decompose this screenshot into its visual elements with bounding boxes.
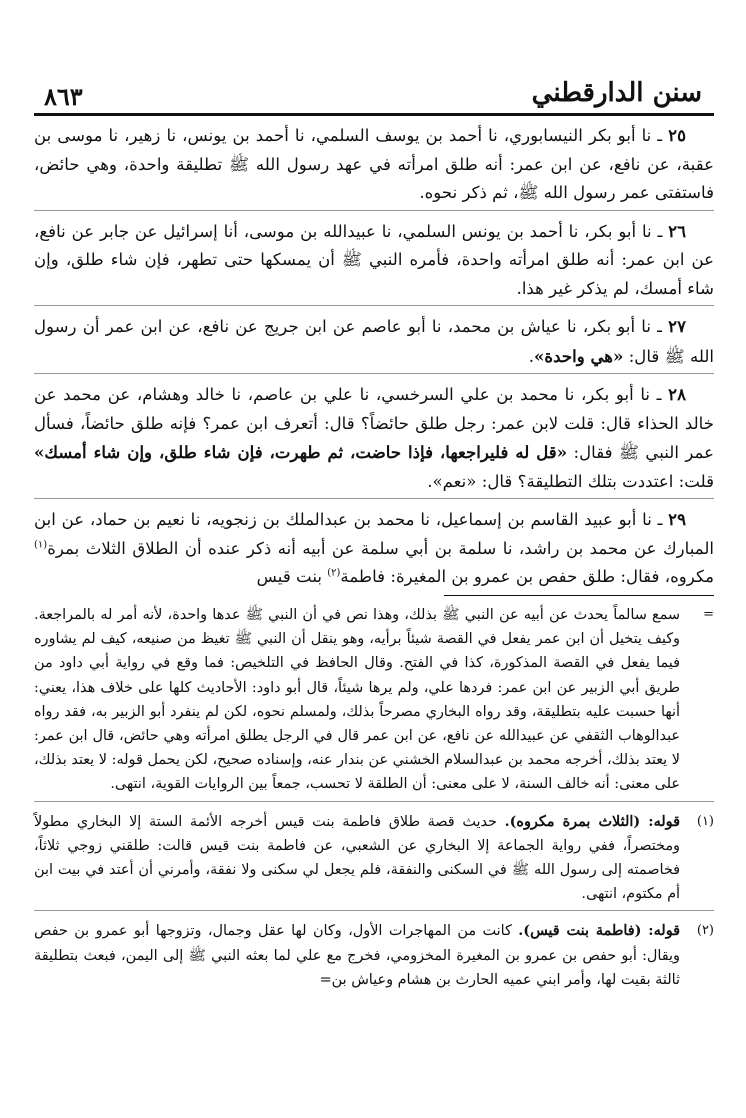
footnote-label: قوله: (فاطمة بنت قيس).	[518, 922, 681, 940]
footnote-2	[34, 919, 714, 992]
hadith-26	[34, 217, 714, 307]
footnote-text: حديث قصة طلاق فاطمة بنت قيس أخرجه الأئمة الستة إلا البخاري مطولاً ومختصراً، ففي رواية الجماعة إلا البخاري عن الشعبي، عن فاطمة بنت قيس قالت: طلقني زوجي ثلاثاً، فخاصمته إلى رسول الله ﷺ في السكنى والنفقة، فلم يجعل لي سكنى ولا نفقة، وأمرني أن أعتد في بيت ابن أم مكتوم، انتهى.	[34, 813, 680, 903]
page-number: ٨٦٣	[44, 82, 83, 111]
footnote-text: سمع سالماً يحدث عن أبيه عن النبي ﷺ بذلك، وهذا نص في أن النبي ﷺ عدها واحدة، لأنه أمر له بالمراجعة. وكيف يتخيل أن ابن عمر يفعل في القصة شيئاً برأيه، وهو ينقل أن النبي ﷺ تغيظ من صنيعه، كيف لم يشاوره فيما يفعل في القصة المذكورة، كذا في الفتح. وقال الحافظ في التلخيص: فما وقع في رواية أبي داود من طريق أبي الزبير عن ابن عمر: فردها علي، ولم يرها شيئاً، قال أبو داود: الأحاديث كلها على خلاف هذا، يعني: أنها حسبت عليه بتطليقة، وقد رواه البخاري مصرحاً بذلك، ولمسلم نحوه، لكن لم ينفرد أبو الزبير به، فقد رواه عبدالوهاب الثقفي عن عبيدالله عن نافع، عن ابن عمر قال في الرجل يطلق امرأته وهي حائض، قال ابن عمر: لا يعتد بذلك، أخرجه محمد بن عبدالسلام الخشني عن بندار عنه، وإسناده صحيح، لكن يحمل قوله: لا يعتد بذلك، على معنى: أنه خالف السنة، لا على معنى: أن الطلقة لا تحسب، جمعاً بين الروايات القوية، انتهى.	[34, 607, 680, 793]
footnote-marker: (٢)	[696, 923, 714, 939]
hadith-text-middle: مكروه، فقال: طلق حفص بن عمرو بن المغيرة: فاطمة	[340, 567, 714, 586]
hadith-text-end: .	[528, 346, 535, 366]
hadith-28	[34, 380, 714, 499]
footnote-1	[34, 810, 714, 912]
hadith-text: ـ نا أبو عبيد القاسم بن إسماعيل، نا محمد بن عبدالملك بن زنجويه، نا نعيم بن حماد، عن ابن المبارك عن محمد بن راشد، نا سلمة بن أبي سلمة عن أبيه أنه ذكر عنده أن الطلاق الثلاث بمرة	[34, 510, 714, 558]
page-header	[44, 78, 702, 116]
prophetic-quote: «قل له فليراجعها، فإذا حاضت، ثم طهرت، فإن شاء طلق، وإن شاء أمسك»	[34, 442, 568, 462]
footnote-ref-1[interactable]: (١)	[34, 538, 48, 550]
main-text	[34, 121, 714, 596]
hadith-text-end: بنت قيس	[256, 567, 328, 586]
hadith-text: ـ نا أبو بكر النيسابوري، نا أحمد بن يوسف السلمي، نا أحمد بن يونس، نا زهير، نا موسى بن عقبة، عن نافع، عن ابن عمر: أنه طلق امرأته في عهد رسول الله ﷺ تطليقة واحدة، وهي حائض، فاستفتى عمر رسول الله ﷺ، ثم ذكر نحوه.	[34, 126, 714, 202]
hadith-text: ـ نا أبو بكر، نا محمد بن علي السرخسي، نا علي بن عاصم، نا خالد وهشام، عن محمد عن خالد الحذاء قال: قلت لابن عمر: رجل طلق حائضاً؟ قال: أتعرف ابن عمر؟ فإنه طلق حائضاً، فسأل عمر النبي ﷺ فقال:	[34, 385, 715, 462]
hadith-text-end: قلت: اعتددت بتلك التطليقة؟ قال: «نعم».	[427, 471, 714, 491]
hadith-number: ٢٥	[668, 125, 686, 145]
hadith-text: ـ نا أبو بكر، نا أحمد بن يونس السلمي، نا عبيدالله بن موسى، أنا إسرائيل عن جابر عن نافع، عن ابن عمر: أنه طلق امرأته واحدة، فأمره النبي ﷺ أن يمسكها حتى تطهر، فإن شاء طلق، وإن شاء أمسك، لم يذكر غير هذا.	[34, 221, 714, 298]
hadith-number: ٢٦	[668, 220, 686, 241]
hadith-number: ٢٨	[668, 384, 686, 404]
running-title: سنن الدارقطني	[531, 78, 702, 108]
header-rule	[34, 113, 714, 116]
footnote-continued	[34, 603, 714, 802]
footnote-text: كانت من المهاجرات الأول، وكان لها عقل وجمال، وتزوجها أبو عمرو بن حفص ويقال: أبو حفص بن عمرو بن المغيرة المخزومي، فخرج مع علي لما بعثه النبي ﷺ إلى اليمن، فبعث بتطليقة ثالثة بقيت لها، وأمر ابني عميه الحارث بن هشام وعياش بن=	[34, 923, 680, 988]
hadith-number: ٢٩	[668, 509, 686, 529]
hadith-29	[34, 505, 714, 592]
prophetic-quote: «هي واحدة»	[534, 345, 624, 366]
footnote-marker: =	[703, 607, 714, 622]
footnotes	[34, 603, 714, 998]
footnotes-rule	[444, 595, 714, 596]
hadith-25	[34, 121, 714, 211]
hadith-text: ـ نا أبو بكر، نا عياش بن محمد، نا أبو عاصم عن ابن جريج عن نافع، عن ابن عمر أن رسول الله ﷺ قال:	[34, 317, 714, 366]
footnote-ref-2[interactable]: (٢)	[327, 567, 341, 579]
footnote-marker: (١)	[696, 813, 714, 829]
hadith-27	[34, 312, 714, 374]
footnote-label: قوله: (الثلاث بمرة مكروه).	[504, 812, 680, 830]
hadith-number: ٢٧	[668, 316, 686, 336]
